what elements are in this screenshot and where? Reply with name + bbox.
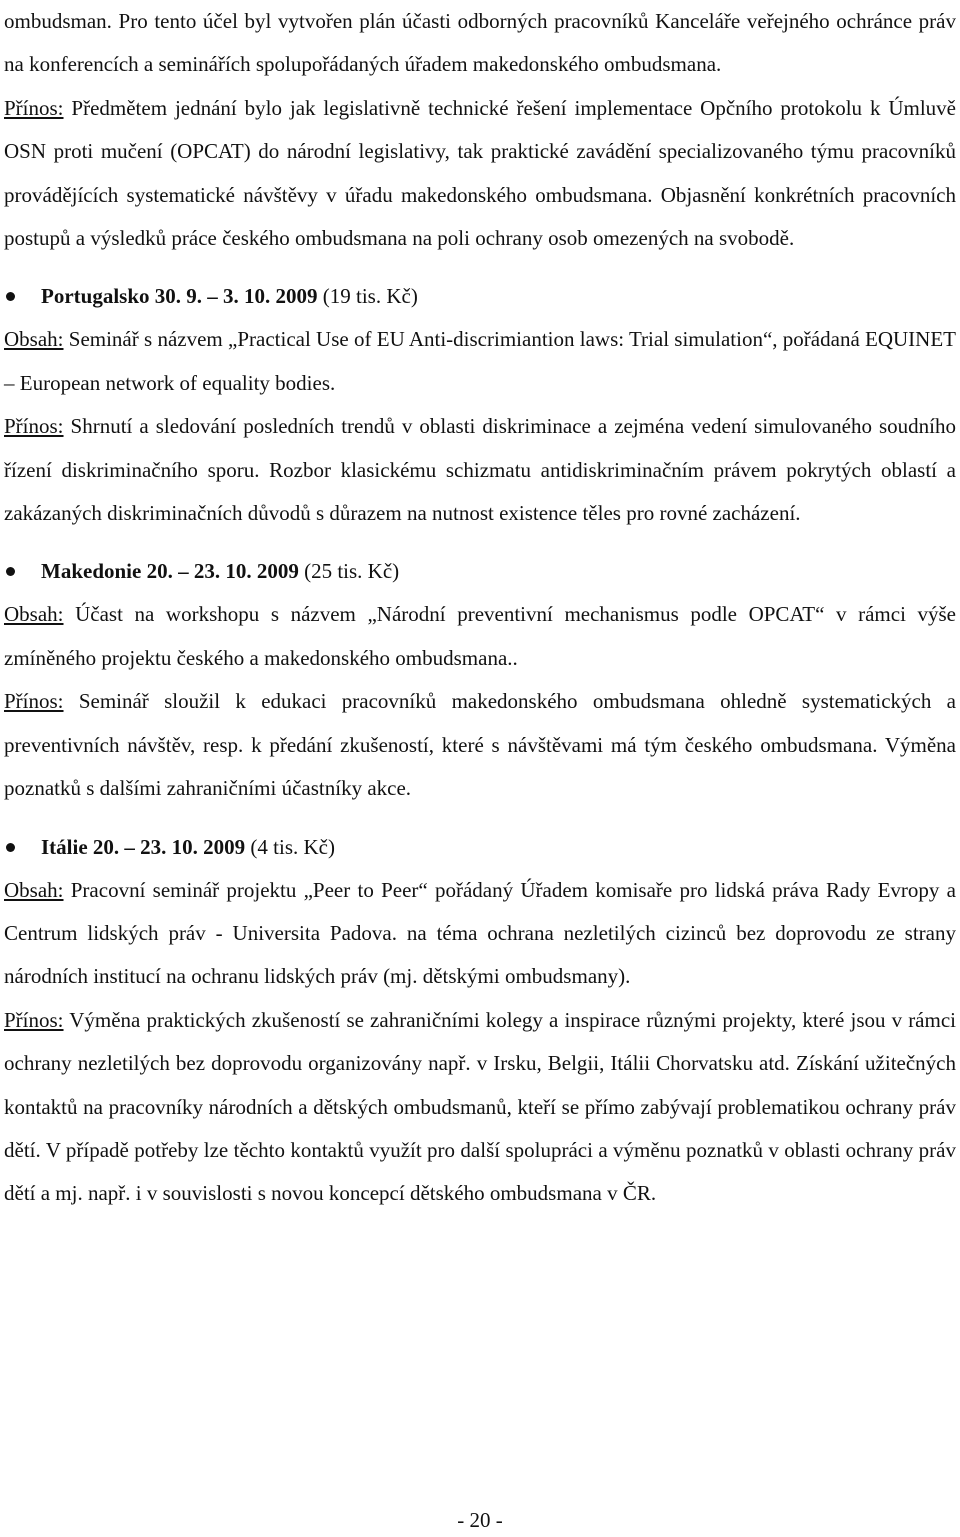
section-heading-italy [4, 826, 956, 869]
content-label: Obsah: [4, 877, 64, 902]
content-text: Pracovní seminář projektu „Peer to Peer“ pořádaný Úřadem komisaře pro lidská práva Rady Evropy a Centrum lidských práv - Universita Padova. na téma ochrana nezletilých cizinců bez doprovodu ze strany národních institucí na ochranu lidských práv (mj. dětskými ombudsmany). [4, 877, 956, 989]
section-heading-cost: (25 tis. Kč) [298, 559, 400, 584]
document-page [4, 0, 956, 1216]
benefit-label: Přínos: [4, 689, 64, 714]
intro-paragraph: ombudsman. Pro tento účel byl vytvořen plán účasti odborných pracovníků Kanceláře veřejného ochránce práv na konferencích a seminářích spolupořádaných úřadem makedonského ombudsmana. [4, 9, 956, 77]
content-paragraph [4, 593, 956, 680]
benefit-label: Přínos: [4, 414, 64, 439]
benefit-label: Přínos: [4, 95, 64, 120]
content-label: Obsah: [4, 602, 64, 627]
content-text: Účast na workshopu s názvem „Národní preventivní mechanismus podle OPCAT“ v rámci výše zmíněného projektu českého a makedonského ombudsmana.. [4, 602, 956, 670]
section-heading-portugal [4, 275, 956, 318]
section-heading-title: Makedonie 20. – 23. 10. 2009 [41, 559, 299, 584]
content-paragraph [4, 869, 956, 999]
section-heading-cost: (4 tis. Kč) [245, 834, 335, 859]
first-benefit-paragraph [4, 87, 956, 261]
benefit-paragraph [4, 405, 956, 535]
bullet-icon [6, 567, 15, 576]
benefit-text: Výměna praktických zkušeností se zahraničními kolegy a inspirace různými projekty, které jsou v rámci ochrany nezletilých bez doprovodu organizovány např. v Irsku, Belgii, Itálii Chorvatsku atd. Získání užitečných kontaktů na pracovníky národních a dětských ombudsmanů, kteří se přímo zabývají problematikou ochrany práv dětí. V případě potřeby lze těchto kontaktů využít pro další spolupráci a výměnu poznatků v oblasti ochrany práv dětí a mj. např. i v souvislosti s novou koncepcí dětského ombudsmana v ČR. [4, 1007, 956, 1206]
benefit-paragraph [4, 999, 956, 1216]
benefit-text: Předmětem jednání bylo jak legislativně technické řešení implementace Opčního protokolu k Úmluvě OSN proti mučení (OPCAT) do národní legislativy, tak praktické zavádění specializovaného týmu pracovníků provádějících systematické návštěvy v úřadu makedonského ombudsmana. Objasnění konkrétních pracovních postupů a výsledků práce českého ombudsmana na poli ochrany osob omezených na svobodě. [4, 95, 956, 251]
benefit-label: Přínos: [4, 1007, 64, 1032]
content-label: Obsah: [4, 327, 64, 352]
bullet-icon [6, 843, 15, 852]
benefit-text: Seminář sloužil k edukaci pracovníků makedonského ombudsmana ohledně systematických a preventivních návštěv, resp. k předání zkušeností, které s návštěvami má tým českého ombudsmana. Výměna poznatků s dalšími zahraničními účastníky akce. [4, 689, 956, 801]
bullet-icon [6, 292, 15, 301]
benefit-paragraph [4, 680, 956, 810]
section-heading-title: Itálie 20. – 23. 10. 2009 [41, 834, 246, 859]
benefit-text: Shrnutí a sledování posledních trendů v oblasti diskriminace a zejména vedení simulovaného soudního řízení diskriminačního sporu. Rozbor klasickému schizmatu antidiskriminačním právem pokrytých oblastí a zakázaných diskriminačních důvodů s důrazem na nutnost existence těles pro rovné zacházení. [4, 414, 956, 526]
section-heading-cost: (19 tis. Kč) [317, 284, 418, 309]
section-heading-title: Portugalsko 30. 9. – 3. 10. 2009 [41, 284, 318, 309]
section-heading-macedonia [4, 550, 956, 593]
content-paragraph [4, 318, 956, 405]
page-number: - 20 - [457, 1508, 503, 1532]
content-text: Seminář s názvem „Practical Use of EU Anti-discrimiantion laws: Trial simulation“, pořádaná EQUINET – European network of equality bodies. [4, 327, 956, 395]
